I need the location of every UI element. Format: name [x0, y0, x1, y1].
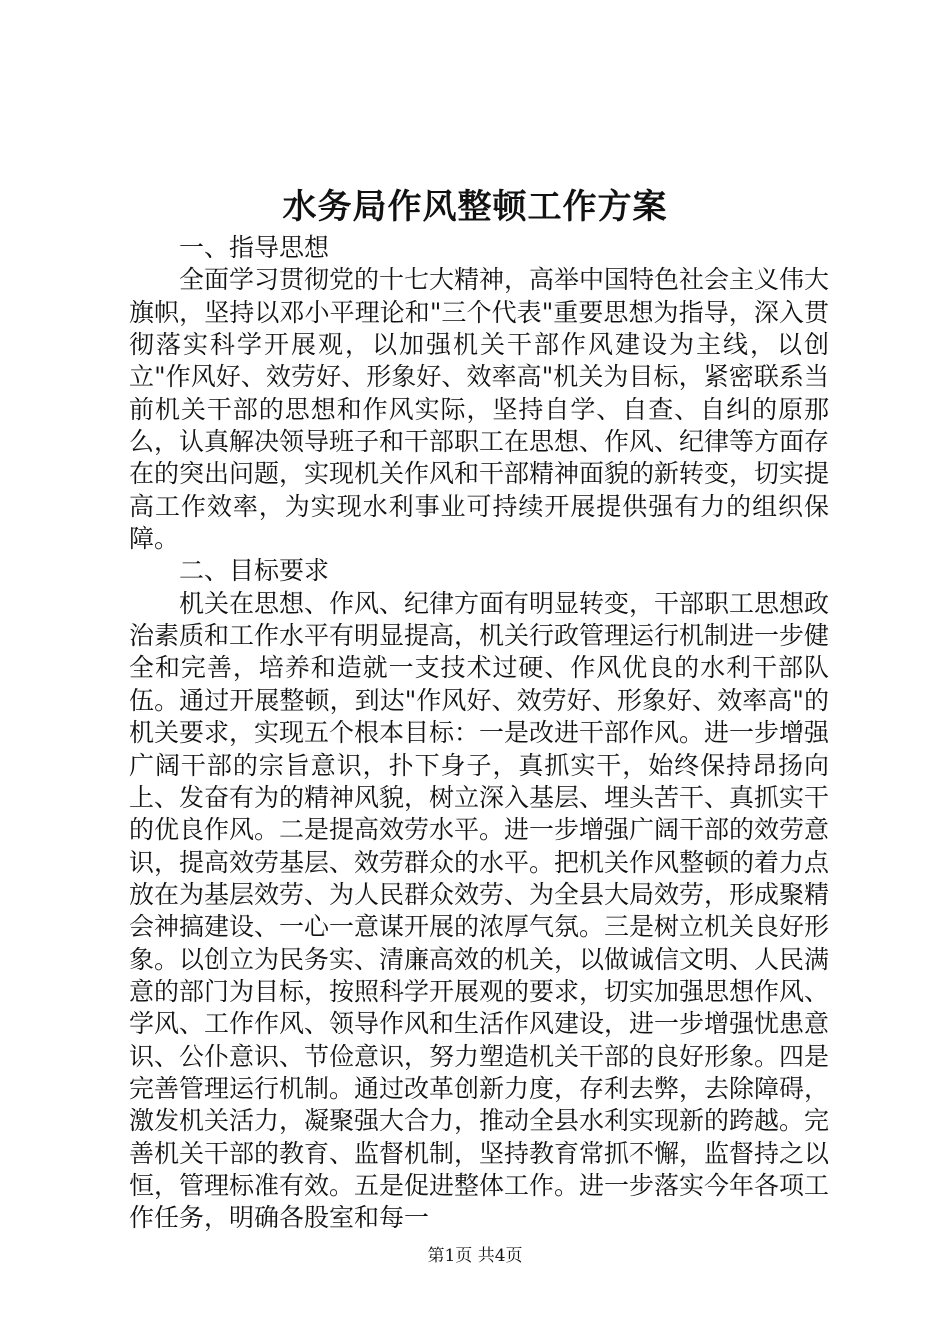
page-footer: [0, 1244, 950, 1268]
section-paragraph-guiding-ideology: 全面学习贯彻党的十七大精神，高举中国特色社会主义伟大旗帜，坚持以邓小平理论和"三个代表"重要思想为指导，深入贯彻落实科学开展观，以加强机关干部作风建设为主线，以创立"作风好、效劳好、形象好、效率高"机关为目标，紧密联系当前机关干部的思想和作风实际，坚持自学、自查、自纠的原那么，认真解决领导班子和干部职工在思想、作风、纪律等方面存在的突出问题，实现机关作风和干部精神面貌的新转变，切实提高工作效率，为实现水利事业可持续开展提供强有力的组织保障。: [129, 265, 830, 554]
document-title: 水务局作风整顿工作方案: [282, 187, 668, 227]
section-paragraph-goals: 机关在思想、作风、纪律方面有明显转变，干部职工思想政治素质和工作水平有明显提高，机关行政管理运行机制进一步健全和完善，培养和造就一支技术过硬、作风优良的水利干部队伍。通过开展整顿，到达"作风好、效劳好、形象好、效率高"的机关要求，实现五个根本目标：一是改进干部作风。进一步增强广阔干部的宗旨意识，扑下身子，真抓实干，始终保持昂扬向上、发奋有为的精神风貌，树立深入基层、埋头苦干、真抓实干的优良作风。二是提高效劳水平。进一步增强广阔干部的效劳意识，提高效劳基层、效劳群众的水平。把机关作风整顿的着力点放在为基层效劳、为人民群众效劳、为全县大局效劳，形成聚精会神搞建设、一心一意谋开展的浓厚气氛。三是树立机关良好形象。以创立为民务实、清廉高效的机关，以做诚信文明、人民满意的部门为目标，按照科学开展观的要求，切实加强思想作风、学风、工作作风、领导作风和生活作风建设，进一步增强忧患意识、公仆意识、节俭意识，努力塑造机关干部的良好形象。四是完善管理运行机制。通过改革创新力度，存利去弊，去除障碍，激发机关活力，凝聚强大合力，推动全县水利实现新的跨越。完善机关干部的教育、监督机制，坚持教育常抓不懈，监督持之以恒，管理标准有效。五是促进整体工作。进一步落实今年各项工作任务，明确各股室和每一: [129, 588, 830, 1233]
page-number-label: 第1页 共4页: [427, 1246, 523, 1266]
section-heading-guiding-ideology: 一、指导思想: [179, 233, 330, 262]
section-heading-goals: 二、目标要求: [179, 556, 330, 586]
document-body: [129, 232, 829, 1235]
